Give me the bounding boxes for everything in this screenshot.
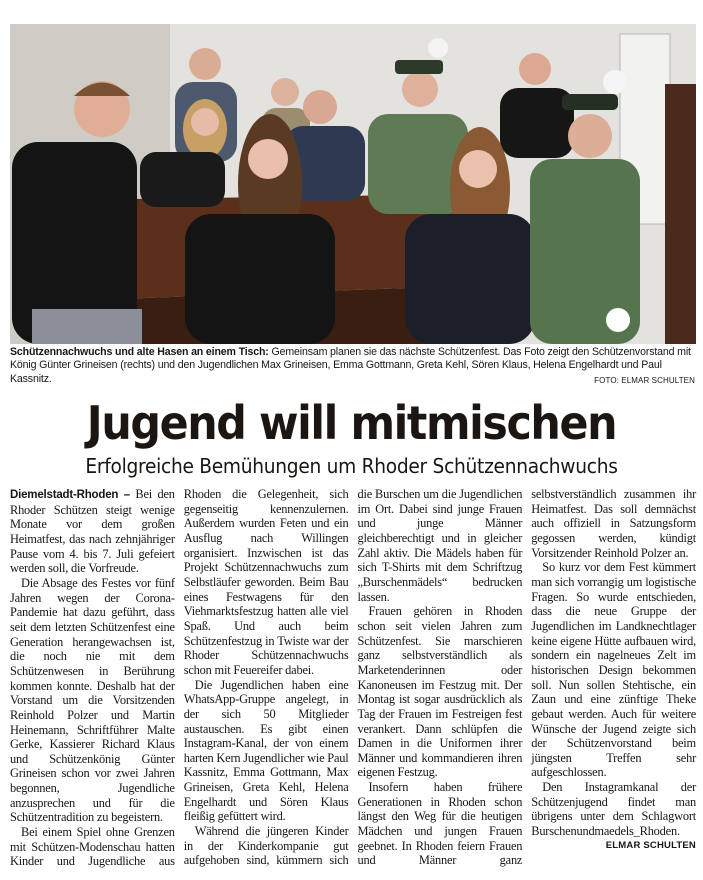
photo-caption [10,346,696,386]
article-body [10,487,696,870]
article-paragraph: Insofern haben frühere Generationen in Rhoden schon längst den Weg für die heutigen Mädchen und jungen Frauen geebnet. In Rhoden feiern Frauen und Männer ganz selbstverständlich zusammen ihr Heimatfest. Das soll demnächst auch offiziell in Satzungsform gegossen werden, kündigt Vorsitzender Reinhold Polzer an. [357,487,696,868]
photo-credit: FOTO: ELMAR SCHULTEN [594,376,695,385]
caption-lead: Schützennachwuchs und alte Hasen an einem Tisch: [10,346,269,358]
dateline: Diemelstadt-Rhoden – [10,489,130,501]
article-paragraph: Die Absage des Festes vor fünf Jahren wegen der Corona-Pandemie hat dazu geführt, dass seit dem letzten Schützenfest eine Generation herangewachsen ist, die noch nie mit dem Schützenwesen in Berührung kommen konnte. Deshalb hat der Vorstand um die Vorsitzenden Reinhold Polzer und Martin Heinemann, Schriftführer Malte Gerke, Kassierer Richard Klaus und Schützenkönig Günter Grineisen schon vor zwei Jahren begonnen, Jugendliche anzusprechen und für die Schützentradition zu begeistern. [10,575,175,825]
photo-illustration [10,24,696,344]
paragraph-text: Bei den Rhoder Schützen steigt wenige Monate vor dem großen Heimatfest, das nach zehnjähriger Pause vom 4. bis 7. Juli gefeiert werden soll, die Vorfreude. [10,487,175,576]
caption-text: Gemeinsam planen sie das nächste Schützenfest. Das Foto zeigt den Schützenvorstand mit König Günter Grineisen (rechts) und den Jugendlichen Max Grineisen, Emma Gottmann, Greta Kehl, Sören Klaus, Helena Engelhardt und Paul Kassnitz. [10,346,691,385]
subheadline: Erfolgreiche Bemühungen um Rhoder Schützennachwuchs [85,454,618,478]
article-paragraph: Bei einem Spiel ohne Grenzen mit Schützen-Modenschau hatten Kinder und Jugendliche aus Rhoden die Gelegenheit, sich gegenseitig kennenzulernen. Außerdem wurden Feten und ein Ausflug nach Willingen organisiert. Inzwischen ist das Projekt Schützennachwuchs zum Selbstläufer geworden. Beim Bau eines Festwagens für den Viehmarktsfestzug hatten alle viel Spaß. Und auch beim Schützenfestzug in Twiste war der Rhoder Schützennachwuchs schon mit Feuereifer dabei. [10,487,349,869]
paragraph-text: Den Instagramkanal der Schützenjugend findet man übrigens unter dem Schlagwort Burschenundmaedels_Rhoden. [531,780,696,839]
group-photo [10,24,696,344]
article-paragraph [531,780,696,851]
headline: Jugend will mitmischen [86,396,617,450]
article-paragraph: Die Jugendlichen haben eine WhatsApp-Gruppe angelegt, in der sich 50 Mitglieder austauschen. Es gibt einen Instagram-Kanal, der von einem harten Kern Jugendlicher wie Paul Kassnitz, Emma Gottmann, Max Grineisen, Greta Kehl, Helena Engelhardt und Sören Klaus fleißig gefüttert wird. [183,677,349,824]
article-paragraph: Frauen gehören in Rhoden schon seit vielen Jahren zum Schützenfest. Sie marschieren ganz selbstverständlich als Marketenderinnen oder Kanoneusen im Festzug mit. Der Montag ist sogar ausdrücklich als Tag der Frauen im Festreigen fest verankert. Dann schlüpfen die Damen in die Uniformen ihrer Männer und kommandieren ihren eigenen Festzug. [357,604,523,780]
article-paragraph: Während die jüngeren Kinder in der Kinderkompanie gut aufgehoben sind, kümmern sich die Burschen um die Jugendlichen im Ort. Dabei sind junge Frauen und junge Männer gleichberechtigt und in gleicher Zahl aktiv. Die Mädels haben für sich T-Shirts mit dem Schriftzug „Burschenmädels“ bedrucken lassen. [183,487,523,868]
author-byline: ELMAR SCHULTEN [605,839,696,851]
article-paragraph [10,487,175,576]
article-paragraph: So kurz vor dem Fest kümmert man sich vorrangig um logistische Fragen. So wurde entschieden, dass die neue Gruppe der Jugendlichen im Landknechtlager keine eigene Hütte aufbauen wird, sondern ein nagelneues Zelt im historischen Design bekommen soll. Nun sollen Stehtische, ein Zaun und eine zünftige Theke gebaut werden. Auch für weitere Wünsche der Jugend zeigte sich der Schützenvorstand beim jüngsten Treffen sehr aufgeschlossen. [531,560,696,780]
